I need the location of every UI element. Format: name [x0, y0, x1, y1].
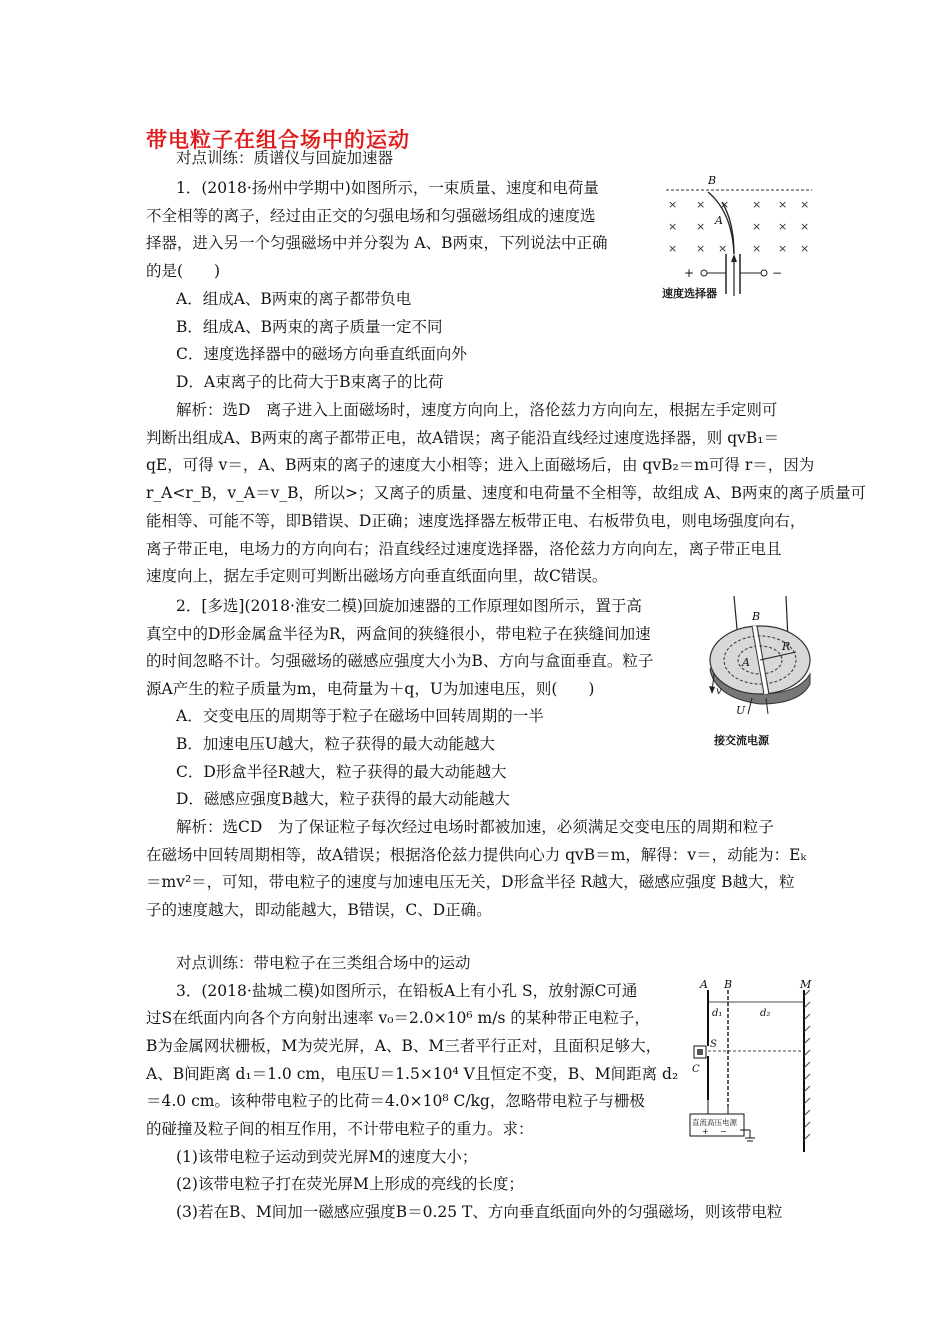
q1-analysis-6: 离子带正电，电场力的方向向右；沿直线经过速度选择器，洛伦兹力方向向左，离子带正电且 [146, 540, 782, 558]
q1-line-2: 不全相等的离子，经过由正交的匀强电场和匀强磁场组成的速度选 [146, 207, 596, 225]
svg-text:×: × [668, 220, 678, 233]
fig3-label-d2: d₂ [760, 1008, 771, 1019]
svg-text:×: × [800, 220, 810, 233]
q1-line-1: 1．(2018·扬州中学期中)如图所示，一束质量、速度和电荷量 [176, 179, 599, 197]
q3-sub-1: (1)该带电粒子运动到荧光屏M的速度大小； [176, 1148, 478, 1166]
velocity-selector-figure [660, 172, 820, 302]
q2-analysis-2: 在磁场中回转周期相等，故A错误；根据洛伦兹力提供向心力 qvB＝m，解得：v＝，动能为：Eₖ [146, 846, 807, 864]
fig3-label-m: M [800, 980, 812, 991]
q2-option-d: D．磁感应强度B越大，粒子获得的最大动能越大 [176, 790, 510, 808]
fig3-label-s: S [710, 1039, 717, 1050]
svg-text:×: × [696, 198, 706, 211]
fig2-caption: 接交流电源 [714, 734, 769, 747]
q1-option-d: D．A束离子的比荷大于B束离子的比荷 [176, 373, 444, 391]
fig2-label-r: R [782, 640, 791, 653]
fig3-label-c: C [692, 1064, 700, 1075]
svg-text:×: × [696, 242, 706, 255]
q2-line-2: 真空中的D形金属盒半径为R，两盒间的狭缝很小，带电粒子在狭缝间加速 [146, 625, 651, 643]
page-title: 带电粒子在组合场中的运动 [146, 128, 410, 152]
q2-option-a: A．交变电压的周期等于粒子在磁场中回转周期的一半 [176, 707, 544, 725]
fig2-label-a: A [742, 656, 750, 669]
q1-analysis-1: 解析：选D 离子进入上面磁场时，速度方向向上，洛伦兹力方向向左，根据左手定则可 [176, 401, 778, 419]
fig2-label-u: U [736, 704, 746, 717]
section-heading-1: 对点训练：质谱仪与回旋加速器 [176, 149, 394, 167]
cyclotron-figure [702, 590, 822, 747]
svg-text:×: × [752, 242, 762, 255]
q2-line-1: 2．[多选](2018·淮安二模)回旋加速器的工作原理如图所示，置于高 [176, 597, 642, 615]
q2-option-b: B．加速电压U越大，粒子获得的最大动能越大 [176, 735, 495, 753]
q2-option-c: C．D形盒半径R越大，粒子获得的最大动能越大 [176, 763, 507, 781]
q1-line-4: 的是( ) [146, 262, 221, 280]
q1-analysis-5: 能相等、可能不等，即B错误、D正确；速度选择器左板带正电、右板带负电，则电场强度向右， [146, 512, 806, 530]
svg-text:×: × [800, 242, 810, 255]
q3-sub-2: (2)该带电粒子打在荧光屏M上形成的亮线的长度； [176, 1175, 524, 1193]
svg-text:×: × [696, 220, 706, 233]
fig3-label-d1: d₁ [712, 1008, 723, 1019]
fig2-label-b: B [752, 610, 761, 623]
svg-text:×: × [800, 198, 810, 211]
q2-analysis-1: 解析：选CD 为了保证粒子每次经过电场时都被加速，必须满足交变电压的周期和粒子 [176, 818, 774, 836]
svg-text:×: × [752, 198, 762, 211]
svg-text:×: × [718, 242, 728, 255]
fig1-label-a: A [715, 214, 723, 227]
fig1-caption: 速度选择器 [662, 287, 717, 300]
q1-analysis-3: qE，可得 v＝，A、B两束的离子的速度大小相等；进入上面磁场后，由 qvB₂＝m可得 r＝，因为 [146, 456, 815, 474]
fig3-supply-plus: + [702, 1127, 709, 1136]
q3-line-5: ＝4.0 cm。该种带电粒子的比荷＝4.0×10⁸ C/kg，忽略带电粒子与栅极 [146, 1092, 645, 1110]
q1-analysis-4: r_A<r_B，v_A＝v_B，所以>；又离子的质量、速度和电荷量不全相等，故组成 A、B两束的离子质量可 [146, 484, 866, 502]
q1-option-a: A．组成A、B两束的离子都带负电 [176, 290, 412, 308]
fig1-label-b: B [708, 174, 717, 187]
section-heading-2: 对点训练：带电粒子在三类组合场中的运动 [176, 954, 471, 972]
svg-text:×: × [752, 220, 762, 233]
q2-line-4: 源A产生的粒子质量为m，电荷量为＋q，U为加速电压，则( ) [146, 680, 595, 698]
q1-analysis-2: 判断出组成A、B两束的离子都带正电，故A错误；离子能沿直线经过速度选择器，则 qvB₁＝ [146, 429, 779, 447]
svg-text:×: × [668, 242, 678, 255]
q1-option-c: C．速度选择器中的磁场方向垂直纸面向外 [176, 345, 467, 363]
fig3-supply-label: 直流高压电源 [692, 1118, 737, 1127]
svg-text:×: × [778, 242, 788, 255]
fig3-label-b: B [724, 980, 733, 991]
q2-line-3: 的时间忽略不计。匀强磁场的磁感应强度大小为B、方向与盒面垂直。粒子 [146, 652, 654, 670]
q3-line-3: B为金属网状栅板，M为荧光屏，A、B、M三者平行正对，且面积足够大， [146, 1037, 662, 1055]
q3-sub-3: (3)若在B、M间加一磁感应强度B＝0.25 T、方向垂直纸面向外的匀强磁场，则该带电粒 [176, 1203, 783, 1221]
q1-line-3: 择器，进入另一个匀强磁场中并分裂为 A、B两束，下列说法中正确 [146, 234, 608, 252]
fig1-plus: + [684, 266, 695, 280]
fig3-supply-minus: − [720, 1127, 727, 1136]
fig2-label-v: v [716, 686, 722, 697]
plates-figure [684, 980, 820, 1152]
q2-analysis-4: 子的速度越大，即动能越大，B错误，C、D正确。 [146, 901, 492, 919]
svg-text:×: × [668, 198, 678, 211]
q1-option-b: B．组成A、B两束的离子质量一定不同 [176, 318, 443, 336]
q3-line-6: 的碰撞及粒子间的相互作用，不计带电粒子的重力。求： [146, 1120, 534, 1138]
fig1-minus: − [772, 266, 783, 280]
fig3-label-a: A [700, 980, 708, 991]
q3-line-1: 3．(2018·盐城二模)如图所示，在铅板A上有小孔 S，放射源C可通 [176, 982, 638, 1000]
q3-line-4: A、B间距离 d₁＝1.0 cm，电压U＝1.5×10⁴ V且恒定不变，B、M间距离 d₂ [146, 1065, 679, 1083]
q3-line-2: 过S在纸面内向各个方向射出速率 v₀＝2.0×10⁶ m/s 的某种带正电粒子， [146, 1009, 650, 1027]
svg-text:×: × [720, 198, 730, 211]
q1-analysis-7: 速度向上，据左手定则可判断出磁场方向垂直纸面向里，故C错误。 [146, 567, 608, 585]
q2-analysis-3: ＝mv²＝，可知，带电粒子的速度与加速电压无关，D形盒半径 R越大，磁感应强度 B越大，粒 [146, 873, 795, 891]
svg-text:×: × [778, 220, 788, 233]
svg-text:×: × [778, 198, 788, 211]
